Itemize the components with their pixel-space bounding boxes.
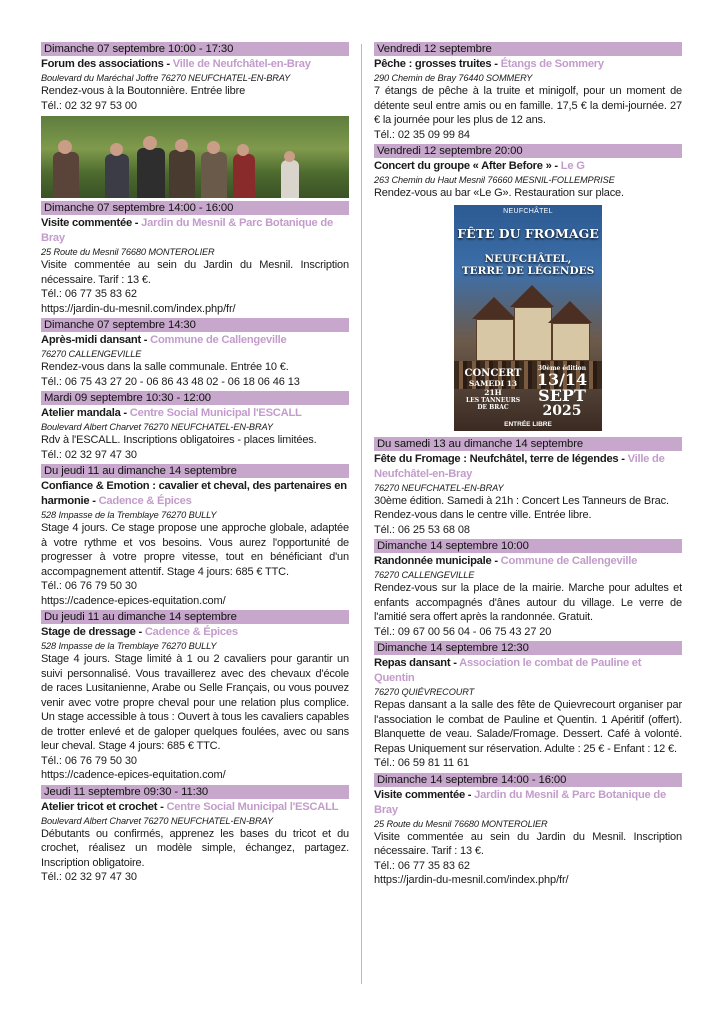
event-description	[374, 84, 682, 128]
event-description-line: Rendez-vous au bar «Le G». Restauration sur place.	[374, 187, 624, 199]
poster-title: FÊTE DU FROMAGE	[457, 225, 599, 241]
event-separator: -	[163, 58, 173, 70]
event-organizer[interactable]: Centre Social Municipal l'ESCALL	[166, 800, 339, 813]
event-description	[41, 84, 349, 99]
event-description-line: Débutants ou confirmés, apprenez les bases du tricot et du crochet, réalisez un modèle simple, échangez, partagez. Inscription obligatoire.	[41, 827, 349, 869]
event-title: Stage de dressage	[41, 626, 136, 638]
event-address: 76270 CALLENGEVILLE	[41, 349, 142, 359]
event-url[interactable]: https://cadence-epices-equitation.com/	[41, 769, 226, 781]
poster-concert-label: CONCERT	[464, 367, 522, 379]
event-date: Dimanche 14 septembre 14:00 - 16:00	[374, 773, 682, 787]
event-address: 290 Chemin de Bray 76440 SOMMERY	[374, 73, 533, 83]
event-address: Boulevard du Maréchal Joffre 76270 NEUFCHATEL-EN-BRAY	[41, 73, 291, 83]
event-organizer[interactable]: Jardin du Mesnil & Parc Botanique de Bray	[374, 788, 666, 816]
event-title: Randonnée municipale	[374, 555, 492, 567]
event-card	[374, 42, 682, 142]
event-separator: -	[89, 495, 99, 507]
event-heading	[374, 159, 682, 174]
event-card	[374, 539, 682, 639]
event-phone: Tél.: 06 76 79 50 30	[41, 580, 137, 592]
event-separator: -	[120, 407, 130, 419]
event-description	[41, 827, 349, 871]
event-address: 263 Chemin du Haut Mesnil 76660 MESNIL-FOLLEMPRISE	[374, 175, 615, 185]
event-card	[41, 318, 349, 389]
event-date: Vendredi 12 septembre 20:00	[374, 144, 682, 158]
event-separator: -	[491, 58, 501, 70]
event-date: Du jeudi 11 au dimanche 14 septembre	[41, 464, 349, 478]
event-description	[41, 258, 349, 287]
poster-subtitle	[454, 253, 602, 277]
event-description	[41, 433, 349, 448]
event-heading	[41, 625, 349, 640]
event-separator: -	[551, 160, 561, 172]
event-title: Visite commentée	[41, 217, 132, 229]
event-address: 25 Route du Mesnil 76680 MONTEROLIER	[41, 247, 215, 257]
poster-concert-band: DE BRAC	[477, 403, 509, 411]
photo-head	[175, 139, 188, 152]
event-card	[41, 610, 349, 783]
event-address: 528 Impasse de la Tremblaye 76270 BULLY	[41, 510, 217, 520]
event-heading	[41, 406, 349, 421]
event-description-line: Stage 4 jours. Ce stage propose une approche globale, adaptée à votre rythme et vos besoins. Vous aurez l'opportunité de progresser à votre propre vitesse, tout en bénéficiant d'un accompagnement attentif. Stage 4 jours: 685 € TTC.	[41, 522, 349, 578]
event-description-line: 30ème édition. Samedi à 21h : Concert Les Tanneurs de Brac.	[374, 494, 669, 507]
event-description	[374, 698, 682, 756]
event-card	[374, 437, 682, 538]
poster-house	[476, 319, 514, 361]
photo-person	[281, 160, 299, 198]
photo-person	[53, 152, 79, 198]
photo-person	[201, 152, 227, 198]
event-date: Dimanche 07 septembre 14:30	[41, 318, 349, 332]
poster-roof	[548, 301, 592, 323]
event-title: Atelier mandala	[41, 407, 121, 419]
event-date: Dimanche 07 septembre 14:00 - 16:00	[41, 201, 349, 215]
event-phone: Tél.: 02 35 09 99 84	[374, 128, 470, 141]
event-heading	[41, 57, 349, 72]
event-url[interactable]: https://cadence-epices-equitation.com/	[41, 594, 226, 607]
photo-head	[143, 136, 157, 150]
event-card	[374, 773, 682, 888]
poster-house	[514, 307, 552, 361]
event-phone: Tél.: 06 76 79 50 30	[41, 754, 137, 767]
photo-head	[237, 144, 249, 156]
event-url[interactable]: https://jardin-du-mesnil.com/index.php/fr/	[41, 302, 236, 315]
event-organizer[interactable]: Ville de Neufchâtel-en-Bray	[172, 58, 311, 70]
event-heading	[374, 554, 682, 569]
event-phone: Tél.: 02 32 97 47 30	[41, 871, 137, 883]
event-phone: Tél.: 06 75 43 27 20 - 06 86 43 48 02 - 06 18 06 46 13	[41, 375, 300, 388]
event-separator: -	[140, 334, 151, 346]
event-separator: -	[618, 452, 628, 465]
event-date: Du jeudi 11 au dimanche 14 septembre	[41, 610, 349, 624]
event-title: Atelier tricot et crochet	[41, 800, 158, 813]
event-phone: Tél.: 06 77 35 83 62	[374, 859, 470, 872]
poster-house	[552, 323, 590, 361]
photo-person	[169, 150, 195, 198]
event-description	[374, 186, 682, 201]
event-date: Vendredi 12 septembre	[374, 42, 682, 56]
poster-days: 13/14	[536, 369, 588, 389]
right-column	[374, 42, 682, 890]
event-separator: -	[131, 217, 142, 229]
event-separator: -	[450, 657, 460, 669]
poster-concert-band: LES TANNEURS	[465, 396, 521, 404]
event-organizer[interactable]: Association le combat de Pauline et Quentin	[374, 657, 642, 684]
event-heading	[374, 788, 682, 818]
event-card	[374, 144, 682, 201]
event-phone: Tél.: 06 77 35 83 62	[41, 288, 137, 300]
event-url[interactable]: https://jardin-du-mesnil.com/index.php/fr/	[374, 874, 569, 886]
event-title: Visite commentée	[374, 788, 465, 801]
event-heading	[374, 57, 682, 72]
event-address: 76270 CALLENGEVILLE	[374, 570, 475, 580]
event-address: 76270 QUIÉVRECOURT	[374, 687, 475, 697]
photo-head	[110, 143, 123, 156]
column-divider	[361, 44, 362, 984]
event-organizer[interactable]: Commune de Callengeville	[500, 555, 638, 567]
event-description-line: Rendez-vous à la Boutonnière. Entrée libre	[41, 85, 246, 97]
event-phone: Tél.: 02 32 97 53 00	[41, 99, 137, 112]
event-description-line: 7 étangs de pêche à la truite et minigolf, pour un moment de détente seul entre amis ou en famille. 17,5 € la demi-journée. 27 € la journée pour les plus de 12 ans.	[374, 85, 682, 126]
poster-concert-time: 21H	[484, 387, 502, 397]
event-organizer[interactable]: Étangs de Sommery	[500, 58, 604, 70]
event-separator: -	[157, 800, 167, 813]
event-description-line: Rendez-vous dans le centre ville. Entrée libre.	[374, 509, 592, 521]
photo-person	[105, 154, 129, 198]
event-separator: -	[135, 626, 145, 638]
event-title: Confiance & Emotion : cavalier et cheval, des partenaires en harmonie	[41, 480, 347, 507]
event-description	[374, 830, 682, 859]
event-organizer[interactable]: Cadence & Épices	[98, 495, 192, 507]
event-separator: -	[464, 788, 475, 801]
event-description-line: Visite commentée au sein du Jardin du Mesnil. Inscription nécessaire. Tarif : 13 €.	[41, 259, 349, 286]
event-card	[41, 201, 349, 316]
poster-dates	[526, 365, 598, 419]
event-title: Après-midi dansant	[41, 334, 141, 346]
event-description	[374, 581, 682, 625]
event-card	[41, 785, 349, 885]
event-card	[374, 641, 682, 771]
event-description	[374, 494, 682, 523]
event-title: Fête du Fromage : Neufchâtel, terre de légendes	[374, 452, 619, 465]
event-heading	[41, 800, 349, 815]
event-address: 25 Route du Mesnil 76680 MONTEROLIER	[374, 818, 548, 829]
forum-photo	[41, 116, 349, 198]
event-heading	[374, 656, 682, 686]
event-description-line: Rdv à l'ESCALL. Inscriptions obligatoires - places limitées.	[41, 434, 317, 446]
event-title: Forum des associations	[41, 58, 164, 70]
event-title: Concert du groupe « After Before »	[374, 160, 552, 172]
poster-month: SEPT	[538, 385, 586, 405]
event-address: Boulevard Albert Charvet 76270 NEUFCHATEL-EN-BRAY	[41, 422, 273, 432]
left-column	[41, 42, 349, 887]
event-address: 528 Impasse de la Tremblaye 76270 BULLY	[41, 641, 217, 651]
event-title: Repas dansant	[374, 657, 451, 669]
event-phone: Tél.: 02 32 97 47 30	[41, 448, 137, 461]
event-address: 76270 NEUFCHATEL-EN-BRAY	[374, 482, 504, 493]
event-heading	[41, 333, 349, 348]
event-organizer[interactable]: Ville de Neufchâtel-en-Bray	[374, 452, 665, 480]
poster-entree: ENTRÉE LIBRE	[504, 420, 552, 428]
event-heading	[374, 452, 682, 482]
event-description	[41, 521, 349, 579]
poster-edition: 30ème édition	[537, 364, 587, 372]
event-card	[41, 391, 349, 462]
event-organizer[interactable]: Le G	[560, 160, 585, 172]
event-phone: Tél.: 06 25 53 68 08	[374, 523, 470, 536]
event-date: Dimanche 14 septembre 12:30	[374, 641, 682, 655]
poster-subtitle-line: TERRE DE LÉGENDES	[461, 264, 595, 277]
event-date: Mardi 09 septembre 10:30 - 12:00	[41, 391, 349, 405]
event-organizer[interactable]: Jardin du Mesnil & Parc Botanique de Bray	[41, 217, 333, 244]
event-date: Dimanche 07 septembre 10:00 - 17:30	[41, 42, 349, 56]
photo-person	[137, 148, 165, 198]
event-date: Dimanche 14 septembre 10:00	[374, 539, 682, 553]
fete-du-fromage-poster	[454, 205, 602, 431]
event-description-line: Visite commentée au sein du Jardin du Mesnil. Inscription nécessaire. Tarif : 13 €.	[374, 830, 682, 857]
photo-head	[284, 151, 295, 162]
event-date: Du samedi 13 au dimanche 14 septembre	[374, 437, 682, 451]
event-heading	[41, 216, 349, 246]
event-phone: Tél.: 09 67 00 56 04 - 06 75 43 27 20	[374, 625, 552, 638]
event-description-line: Rendez-vous dans la salle communale. Entrée 10 €.	[41, 361, 289, 373]
poster-concert	[460, 368, 526, 411]
event-date: Jeudi 11 septembre 09:30 - 11:30	[41, 785, 349, 799]
photo-head	[207, 141, 220, 154]
event-title: Pêche : grosses truites	[374, 58, 492, 70]
event-description	[41, 360, 349, 375]
event-description-line: Stage 4 jours. Stage limité à 1 ou 2 cavaliers pour garantir un suivi personnalisé. Vous travaillerez avec des chevaux d'école de races Lusitanienne, Arabe ou Selle Français, ou vous pouvez venir avec votre propre cheval pour une relation plus complice. Un stage accessible à tous : Ouvert à tous les cavaliers capables de trotter enlevé et de galoper quelques foulées, avec ou sans leur cheval. Stage 4 jours: 685 € TTC.	[41, 653, 349, 752]
event-address: Boulevard Albert Charvet 76270 NEUFCHATEL-EN-BRAY	[41, 815, 273, 826]
poster-concert-date: SAMEDI 13	[468, 378, 518, 388]
photo-person	[233, 154, 255, 198]
event-description	[41, 652, 349, 754]
poster-year: 2025	[542, 402, 582, 419]
poster-subtitle-line: NEUFCHÂTEL,	[484, 252, 572, 265]
event-description-line: Rendez-vous sur la place de la mairie. Marche pour adultes et enfants accompagnés d'ânes autour du village. Le verre de l'amitié sera offert après la randonnée. Gratuit.	[374, 582, 682, 623]
event-card	[41, 464, 349, 608]
event-description-line: Repas dansant a la salle des fête de Quievrecourt organiser par l'association le combat de Pauline et Quentin. 1 Apéritif (offert). Blanquette de veau. Salade/Fromage. Dessert. Café à volonté. Repas Uniquement sur réservation. Adulte : 25 € - Enfant : 12 €.	[374, 699, 682, 755]
event-organizer[interactable]: Cadence & Épices	[144, 626, 238, 638]
event-phone: Tél.: 06 59 81 11 61	[374, 757, 470, 769]
photo-head	[58, 140, 72, 154]
event-organizer[interactable]: Commune de Callengeville	[150, 334, 287, 346]
poster-brand: NEUFCHÂTEL	[503, 207, 553, 215]
event-card	[41, 42, 349, 198]
event-heading	[41, 479, 349, 509]
event-organizer[interactable]: Centre Social Municipal l'ESCALL	[129, 407, 302, 419]
event-separator: -	[491, 555, 501, 567]
